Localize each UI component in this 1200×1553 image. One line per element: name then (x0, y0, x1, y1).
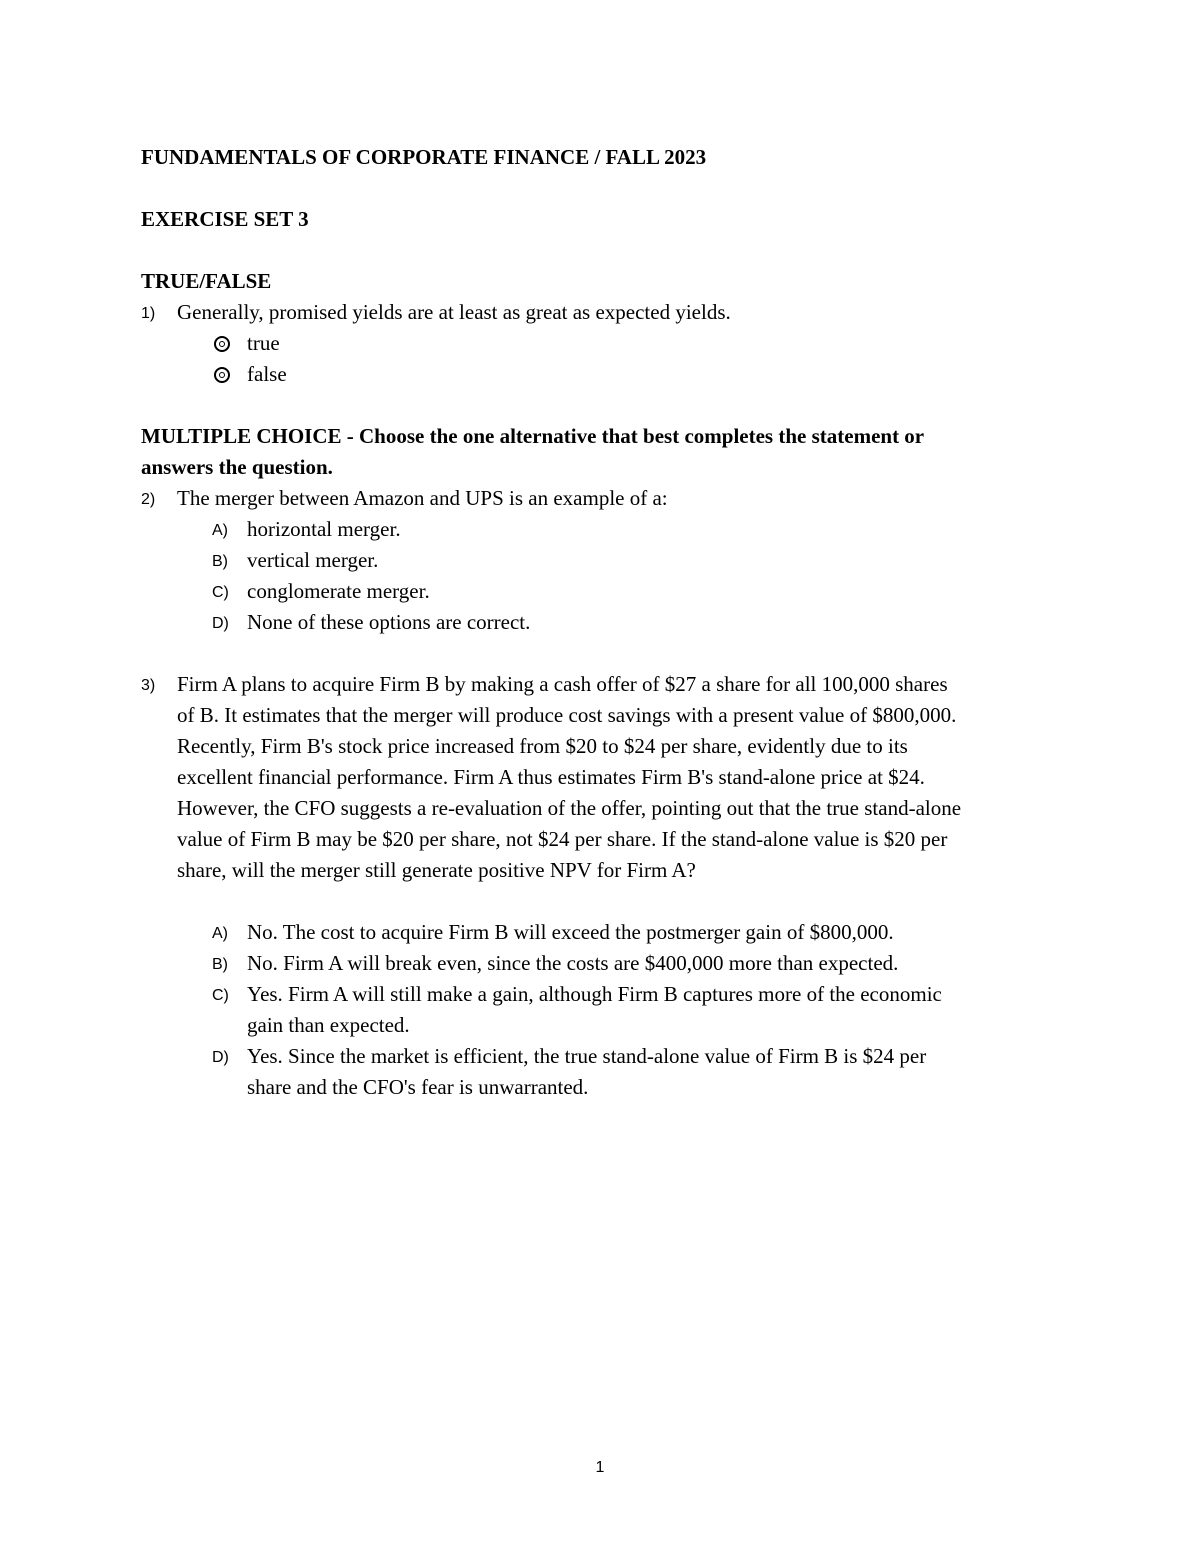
option-text: conglomerate merger. (247, 579, 430, 603)
option-text: No. Firm A will break even, since the costs are $400,000 more than expected. (247, 951, 899, 975)
option-letter: B) (212, 956, 228, 973)
option-text: vertical merger. (247, 548, 379, 572)
radio-circle-icon[interactable] (214, 367, 230, 383)
question-text: The merger between Amazon and UPS is an example of a: (177, 486, 668, 510)
option-letter: C) (212, 987, 229, 1004)
question-text-line: of B. It estimates that the merger will produce cost savings with a present value of $800,000. (177, 703, 957, 727)
radio-circle-icon[interactable] (214, 336, 230, 352)
question-text-line: share, will the merger still generate positive NPV for Firm A? (177, 858, 696, 882)
question-text-line: However, the CFO suggests a re-evaluation of the offer, pointing out that the true stand-alone (177, 796, 962, 820)
option-text: horizontal merger. (247, 517, 401, 541)
option-letter: D) (212, 615, 229, 632)
question-text-line: Recently, Firm B's stock price increased from $20 to $24 per share, evidently due to its (177, 734, 908, 758)
option-text: Yes. Since the market is efficient, the true stand-alone value of Firm B is $24 per (247, 1044, 927, 1068)
option-letter: B) (212, 553, 228, 570)
option-text-cont: share and the CFO's fear is unwarranted. (247, 1075, 589, 1099)
option-letter: C) (212, 584, 229, 601)
question-text-line: Firm A plans to acquire Firm B by making a cash offer of $27 a share for all 100,000 shares (177, 672, 948, 696)
option-text-cont: gain than expected. (247, 1013, 410, 1037)
question-text: Generally, promised yields are at least as great as expected yields. (177, 300, 731, 324)
question-number: 3) (141, 677, 156, 694)
multiple-choice-heading-cont: answers the question. (141, 455, 333, 479)
question-text-line: excellent financial performance. Firm A thus estimates Firm B's stand-alone price at $24. (177, 765, 925, 789)
question-text-line: value of Firm B may be $20 per share, not $24 per share. If the stand-alone value is $20 per (177, 827, 948, 851)
course-title: FUNDAMENTALS OF CORPORATE FINANCE / FALL 2023 (141, 145, 707, 169)
question-number: 1) (141, 305, 156, 322)
option-letter: A) (212, 522, 228, 539)
option-label: true (247, 331, 280, 355)
option-text: None of these options are correct. (247, 610, 531, 634)
true-false-heading: TRUE/FALSE (141, 269, 272, 293)
option-text: No. The cost to acquire Firm B will exceed the postmerger gain of $800,000. (247, 920, 894, 944)
page-number: 1 (595, 1459, 605, 1476)
question-number: 2) (141, 491, 156, 508)
option-letter: D) (212, 1049, 229, 1066)
option-text: Yes. Firm A will still make a gain, although Firm B captures more of the economic (247, 982, 942, 1006)
option-label: false (247, 362, 287, 386)
multiple-choice-heading: MULTIPLE CHOICE - Choose the one alternative that best completes the statement or (141, 424, 925, 448)
option-letter: A) (212, 925, 228, 942)
exercise-set-title: EXERCISE SET 3 (141, 207, 309, 231)
